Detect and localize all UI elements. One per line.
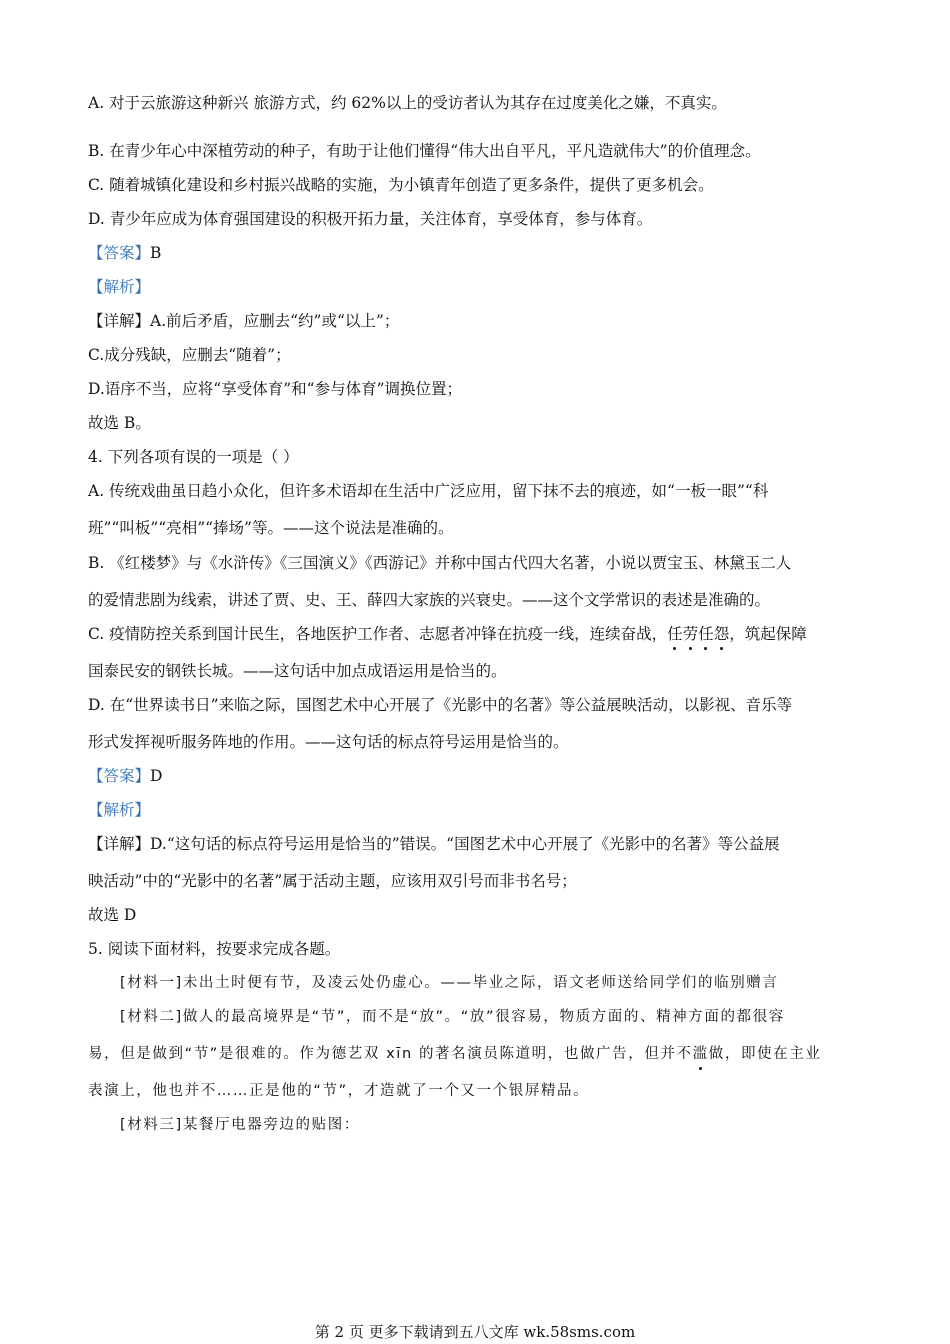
dotted-char: 任 <box>698 625 714 643</box>
q5-material-2-line3: 表演上，他也并不……正是他的“节”，才造就了一个又一个银屏精品。 <box>88 1083 590 1099</box>
q4-option-b-line1: B. 《红楼梦》与《水浒传》《三国演义》《西游记》并称中国古代四大名著，小说以贾宝玉、林黛玉二人 <box>88 554 792 572</box>
q5-material-3: [材料三]某餐厅电器旁边的贴图： <box>120 1117 360 1133</box>
detail-text: A.前后矛盾，应删去“约”或“以上”； <box>150 312 400 330</box>
q3-answer-line <box>88 243 161 263</box>
q4-option-c-line1 <box>88 624 807 644</box>
q4-option-b-line2: 的爱情悲剧为线索，讲述了贾、史、王、薛四大家族的兴衰史。——这个文学常识的表述是准确的。 <box>88 591 771 609</box>
option-text: C. 疫情防控关系到国计民生，各地医护工作者、志愿者冲锋在抗疫一线，连续奋战， <box>88 625 668 643</box>
analysis-tag: 【解析】 <box>88 278 151 296</box>
q4-answer-line <box>88 766 162 786</box>
q3-option-c: C. 随着城镇化建设和乡村振兴战略的实施，为小镇青年创造了更多条件，提供了更多机会。 <box>88 176 714 194</box>
detail-text: D.“这句话的标点符号运用是恰当的”错误。“国图艺术中心开展了《光影中的名著》等公益展 <box>150 835 780 853</box>
answer-value: B <box>150 244 162 262</box>
dotted-char: 任 <box>667 625 683 643</box>
q3-option-d: D. 青少年应成为体育强国建设的积极开拓力量，关注体育，享受体育，参与体育。 <box>88 210 653 228</box>
q3-detail-c: C.成分残缺，应删去“随着”； <box>88 346 291 364</box>
answer-value: D <box>150 767 163 785</box>
q3-option-a: A. 对于云旅游这种新兴 旅游方式，约 62%以上的受访者认为其存在过度美化之嫌，不真实。 <box>88 94 727 112</box>
q4-option-c-line2: 国泰民安的钢铁长城。——这句话中加点成语运用是恰当的。 <box>88 662 507 680</box>
q5-material-2-line1: [材料二]做人的最高境界是“节”，而不是“放”。“放”很容易，物质方面的、精神方面的都很容 <box>120 1009 785 1025</box>
q3-detail-a <box>88 311 399 331</box>
detail-tag: 【详解】 <box>88 312 151 330</box>
material-text: 易，但是做到“节”是很难的。作为德艺双 xīn 的著名演员陈道明，也做广告，但并不 <box>88 1046 693 1062</box>
page-footer: 第 2 页 更多下载请到五八文库 wk.58sms.com <box>314 1323 636 1341</box>
material-text: 做，即使在主业 <box>708 1046 822 1062</box>
q4-detail-line2: 映活动”中的“光影中的名著”属于活动主题，应该用双引号而非书名号； <box>88 872 577 890</box>
q5-material-2-line2 <box>88 1044 821 1064</box>
q4-option-a-line2: 班”“叫板”“亮相”“捧场”等。——这个说法是准确的。 <box>88 519 454 537</box>
q4-stem: 4. 下列各项有误的一项是（ ） <box>88 448 299 466</box>
dotted-char: 劳 <box>682 625 699 643</box>
dotted-char: 怨 <box>713 625 730 643</box>
q4-option-d-line1: D. 在“世界读书日”来临之际，国图艺术中心开展了《光影中的名著》等公益展映活动，以影视、音乐等 <box>88 696 793 714</box>
answer-tag: 【答案】 <box>88 767 151 785</box>
q3-option-b: B. 在青少年心中深植劳动的种子，有助于让他们懂得“伟大出自平凡，平凡造就伟大”的价值理念。 <box>88 142 761 160</box>
dotted-char: 滥 <box>692 1046 709 1062</box>
analysis-tag: 【解析】 <box>88 801 151 819</box>
detail-tag: 【详解】 <box>88 835 151 853</box>
q4-detail-line1 <box>88 834 780 854</box>
q5-material-1: [材料一]未出土时便有节，及凌云处仍虚心。——毕业之际，语文老师送给同学们的临别赠言 <box>120 975 779 991</box>
answer-tag: 【答案】 <box>88 244 151 262</box>
q3-conclusion: 故选 B。 <box>88 414 151 432</box>
q5-stem: 5. 阅读下面材料，按要求完成各题。 <box>88 940 341 958</box>
q4-conclusion: 故选 D <box>88 906 137 924</box>
q3-detail-d: D.语序不当，应将“享受体育”和“参与体育”调换位置； <box>88 380 462 398</box>
option-text: ，筑起保障 <box>729 625 807 643</box>
q4-option-a-line1: A. 传统戏曲虽日趋小众化，但许多术语却在生活中广泛应用，留下抹不去的痕迹，如“一板一眼”“科 <box>88 482 769 500</box>
q4-option-d-line2: 形式发挥视听服务阵地的作用。——这句话的标点符号运用是恰当的。 <box>88 733 569 751</box>
